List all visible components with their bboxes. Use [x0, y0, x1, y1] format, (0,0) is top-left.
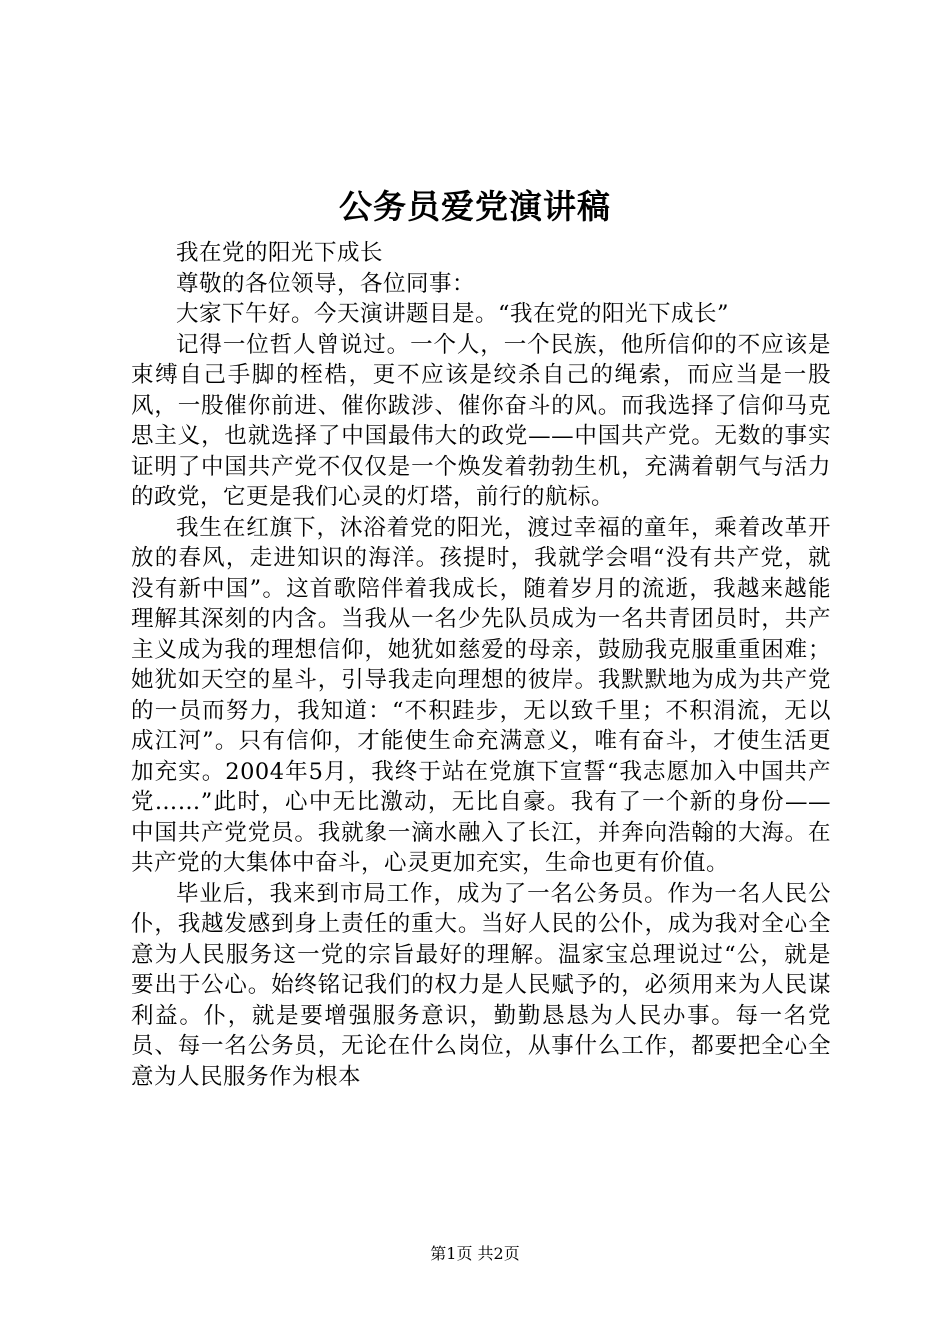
paragraph-body-2: 我生在红旗下，沐浴着党的阳光，渡过幸福的童年，乘着改革开放的春风，走进知识的海洋。孩提时，我就学会唱“没有共产党，就没有新中国”。这首歌陪伴着我成长，随着岁月的流逝，我越来越能理解其深刻的内含。当我从一名少先队员成为一名共青团员时，共产主义成为我的理想信仰，她犹如慈爱的母亲，鼓励我克服重重困难；她犹如天空的星斗，引导我走向理想的彼岸。我默默地为成为共产党的一员而努力，我知道：“不积跬步，无以致千里；不积涓流，无以成江河”。只有信仰，才能使生命充满意义，唯有奋斗，才使生活更加充实。2004年5月，我终于站在党旗下宣誓“我志愿加入中国共产党……”此时，心中无比激动，无比自豪。我有了一个新的身份——中国共产党党员。我就象一滴水融入了长江，并奔向浩翰的大海。在共产党的大集体中奋斗，心灵更加充实，生命也更有价值。	[131, 514, 831, 876]
paragraph-body-1: 记得一位哲人曾说过。一个人，一个民族，他所信仰的不应该是束缚自己手脚的桎梏，更不应该是绞杀自己的绳索，而应当是一股风，一股催你前进、催你跋涉、催你奋斗的风。而我选择了信仰马克思主义，也就选择了中国最伟大的政党——中国共产党。无数的事实证明了中国共产党不仅仅是一个焕发着勃勃生机，充满着朝气与活力的政党，它更是我们心灵的灯塔，前行的航标。	[131, 331, 831, 510]
page-footer: 第1页 共2页	[430, 1244, 520, 1263]
paragraph-body-3: 毕业后，我来到市局工作，成为了一名公务员。作为一名人民公仆，我越发感到身上责任的重大。当好人民的公仆，成为我对全心全意为人民服务这一党的宗旨最好的理解。温家宝总理说过“公，就是要出于公心。始终铭记我们的权力是人民赋予的，必须用来为人民谋利益。仆，就是要增强服务意识，勤勤恳恳为人民办事。每一名党员、每一名公务员，无论在什么岗位，从事什么工作，都要把全心全意为人民服务作为根本	[131, 880, 831, 1090]
paragraph-greeting: 大家下午好。今天演讲题目是。“我在党的阳光下成长”	[176, 301, 730, 327]
paragraph-salutation: 尊敬的各位领导，各位同事：	[176, 270, 476, 297]
document-title: 公务员爱党演讲稿	[339, 187, 611, 226]
paragraph-subtitle: 我在党的阳光下成长	[176, 240, 384, 266]
document-body	[131, 238, 831, 1092]
